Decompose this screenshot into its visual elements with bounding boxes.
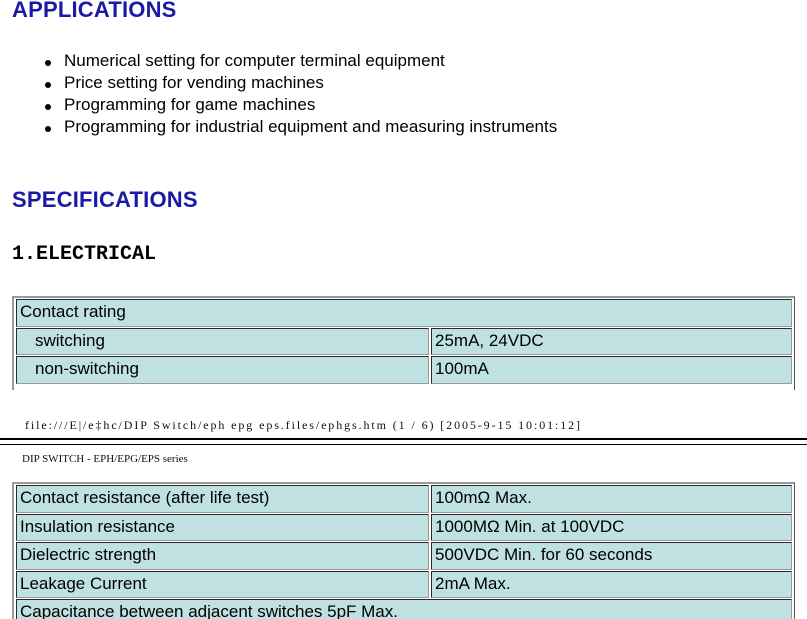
table-value-cell: 100mΩ Max. [431,485,792,513]
table-label-cell: non-switching [16,356,429,384]
table-row [15,484,793,513]
table-label-cell: Leakage Current [16,571,429,599]
table-row [15,541,793,570]
table-label-cell: Dielectric strength [16,542,429,570]
contact-rating-title-cell: Contact rating [16,299,792,327]
list-item: Programming for industrial equipment and measuring instruments [40,116,557,138]
specifications-heading: SPECIFICATIONS [12,187,198,212]
electrical-subheading: 1.ELECTRICAL [12,243,157,266]
table-label-cell: switching [16,328,429,356]
electrical-specs-table [12,482,795,619]
table-value-cell: 2mA Max. [431,571,792,599]
page-break-rule [0,444,807,445]
file-path-footer: file:///E|/e‡hc/DIP Switch/eph epg eps.files/ephgs.htm (1 / 6) [2005-9-15 10:01:12] [25,418,582,432]
table-row [15,327,793,356]
table-row [15,598,793,619]
applications-list [40,50,557,138]
table-row [15,513,793,542]
table-label-cell: Contact resistance (after life test) [16,485,429,513]
contact-rating-table [12,296,795,390]
capacitance-cell: Capacitance between adjacent switches 5pF Max. [16,599,792,619]
table-row [15,570,793,599]
list-item: Price setting for vending machines [40,72,557,94]
list-item: Programming for game machines [40,94,557,116]
page-break-rule [0,438,807,440]
table-row [15,355,793,384]
table-row [15,298,793,327]
page-header: DIP SWITCH - EPH/EPG/EPS series [22,453,188,465]
table-label-cell: Insulation resistance [16,514,429,542]
table-value-cell: 100mA [431,356,792,384]
table-value-cell: 1000MΩ Min. at 100VDC [431,514,792,542]
list-item: Numerical setting for computer terminal equipment [40,50,557,72]
table-value-cell: 500VDC Min. for 60 seconds [431,542,792,570]
applications-heading: APPLICATIONS [12,0,177,22]
table-value-cell: 25mA, 24VDC [431,328,792,356]
